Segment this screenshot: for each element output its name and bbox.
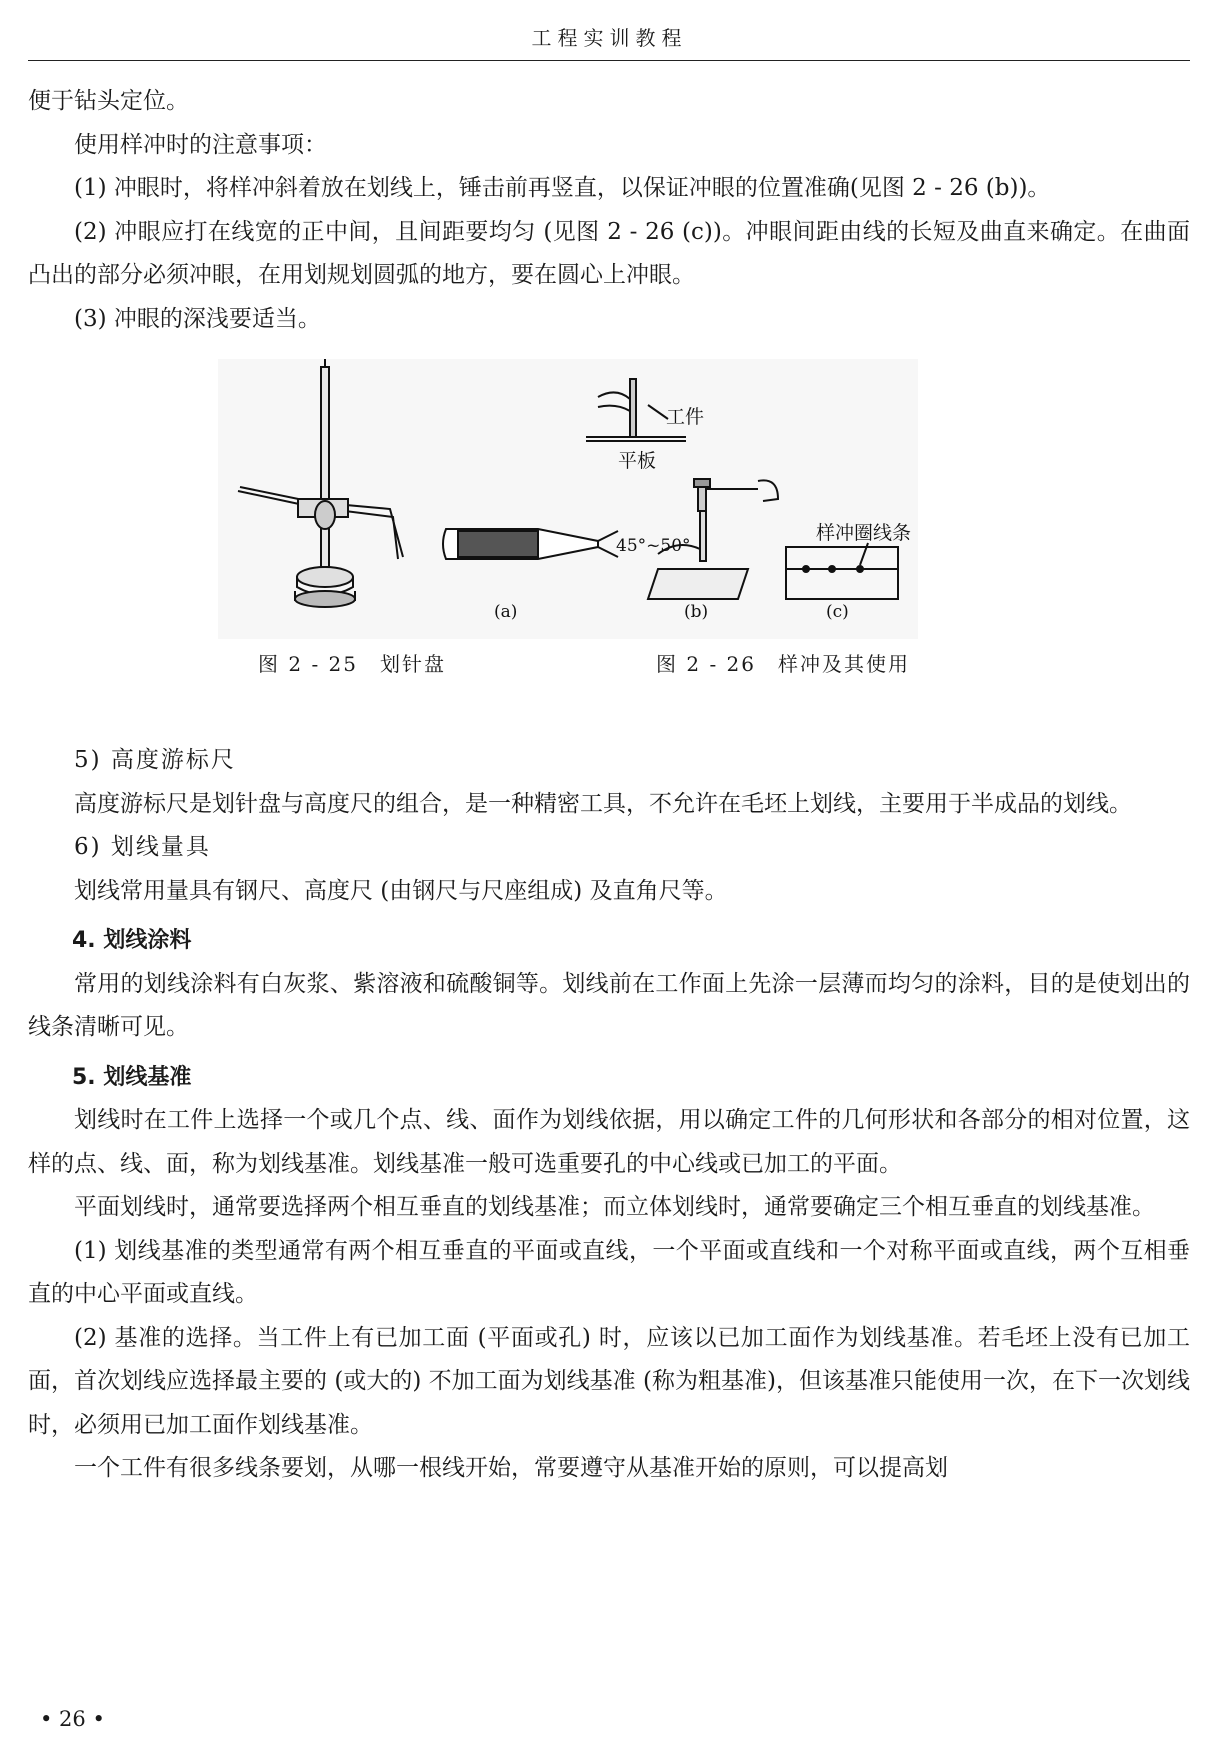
- paragraph: (1) 划线基准的类型通常有两个相互垂直的平面或直线，一个平面或直线和一个对称平面或直线，两个互相垂直的中心平面或直线。: [28, 1237, 1190, 1307]
- figure-caption-2-26: 图 2 - 26 样冲及其使用: [656, 652, 911, 676]
- sub-label-a: (a): [494, 602, 518, 622]
- figure-caption-2-25: 图 2 - 25 划针盘: [258, 652, 447, 676]
- subsection-heading: 5) 高度游标尺: [74, 747, 236, 773]
- paragraph: 平面划线时，通常要选择两个相互垂直的划线基准；而立体划线时，通常要确定三个相互垂直的划线基准。: [74, 1194, 1155, 1220]
- sub-label-b: (b): [684, 602, 709, 622]
- paragraph: 高度游标尺是划针盘与高度尺的组合，是一种精密工具，不允许在毛坯上划线，主要用于半成品的划线。: [74, 790, 1132, 817]
- paragraph: (3) 冲眼的深浅要适当。: [74, 305, 321, 332]
- paragraph: (2) 冲眼应打在线宽的正中间，且间距要均匀 (见图 2 - 26 (c))。冲眼间距由线的长短及曲直来确定。在曲面凸出的部分必须冲眼，在用划规划圆弧的地方，要在圆心上冲眼。: [28, 218, 1190, 288]
- section-heading: 4. 划线涂料: [72, 928, 192, 953]
- angle-label: 45°~50°: [616, 536, 691, 556]
- sub-label-c: (c): [826, 602, 849, 622]
- punch-line-label: 样冲圈线条: [816, 522, 912, 544]
- page-body: [28, 80, 1190, 1491]
- header-rule: [28, 60, 1190, 61]
- figure-area: [28, 341, 1190, 739]
- page-number: • 26 •: [40, 1707, 105, 1731]
- figure-illustrations: [218, 359, 918, 639]
- paragraph: 便于钻头定位。: [28, 88, 189, 114]
- section-heading: 5. 划线基准: [72, 1064, 192, 1090]
- paragraph: 划线时在工件上选择一个或几个点、线、面作为划线依据，用以确定工件的几何形状和各部分的相对位置，这样的点、线、面，称为划线基准。划线基准一般可选重要孔的中心线或已加工的平面。: [28, 1107, 1190, 1177]
- paragraph: (1) 冲眼时，将样冲斜着放在划线上，锤击前再竖直，以保证冲眼的位置准确(见图 2 - 26 (b))。: [74, 175, 1051, 201]
- plate-label: 平板: [618, 450, 657, 472]
- paragraph: 一个工件有很多线条要划，从哪一根线开始，常要遵守从基准开始的原则，可以提高划: [74, 1455, 948, 1481]
- workpiece-label: 工件: [666, 406, 705, 428]
- paragraph: 常用的划线涂料有白灰浆、紫溶液和硫酸铜等。划线前在工作面上先涂一层薄而均匀的涂料，目的是使划出的线条清晰可见。: [28, 970, 1190, 1040]
- subsection-heading: 6) 划线量具: [74, 834, 211, 860]
- paragraph: 划线常用量具有钢尺、高度尺 (由钢尺与尺座组成) 及直角尺等。: [74, 877, 728, 904]
- running-header: 工程实训教程: [531, 26, 688, 50]
- paragraph: (2) 基准的选择。当工件上有已加工面 (平面或孔) 时，应该以已加工面作为划线基准。若毛坯上没有已加工面，首次划线应选择最主要的 (或大的) 不加工面为划线基准 (称为粗基准)，但该基准只能使用一次，在下一次划线时，必须用已加工面作划线基准。: [28, 1324, 1190, 1438]
- paragraph: 使用样冲时的注意事项：: [74, 131, 327, 158]
